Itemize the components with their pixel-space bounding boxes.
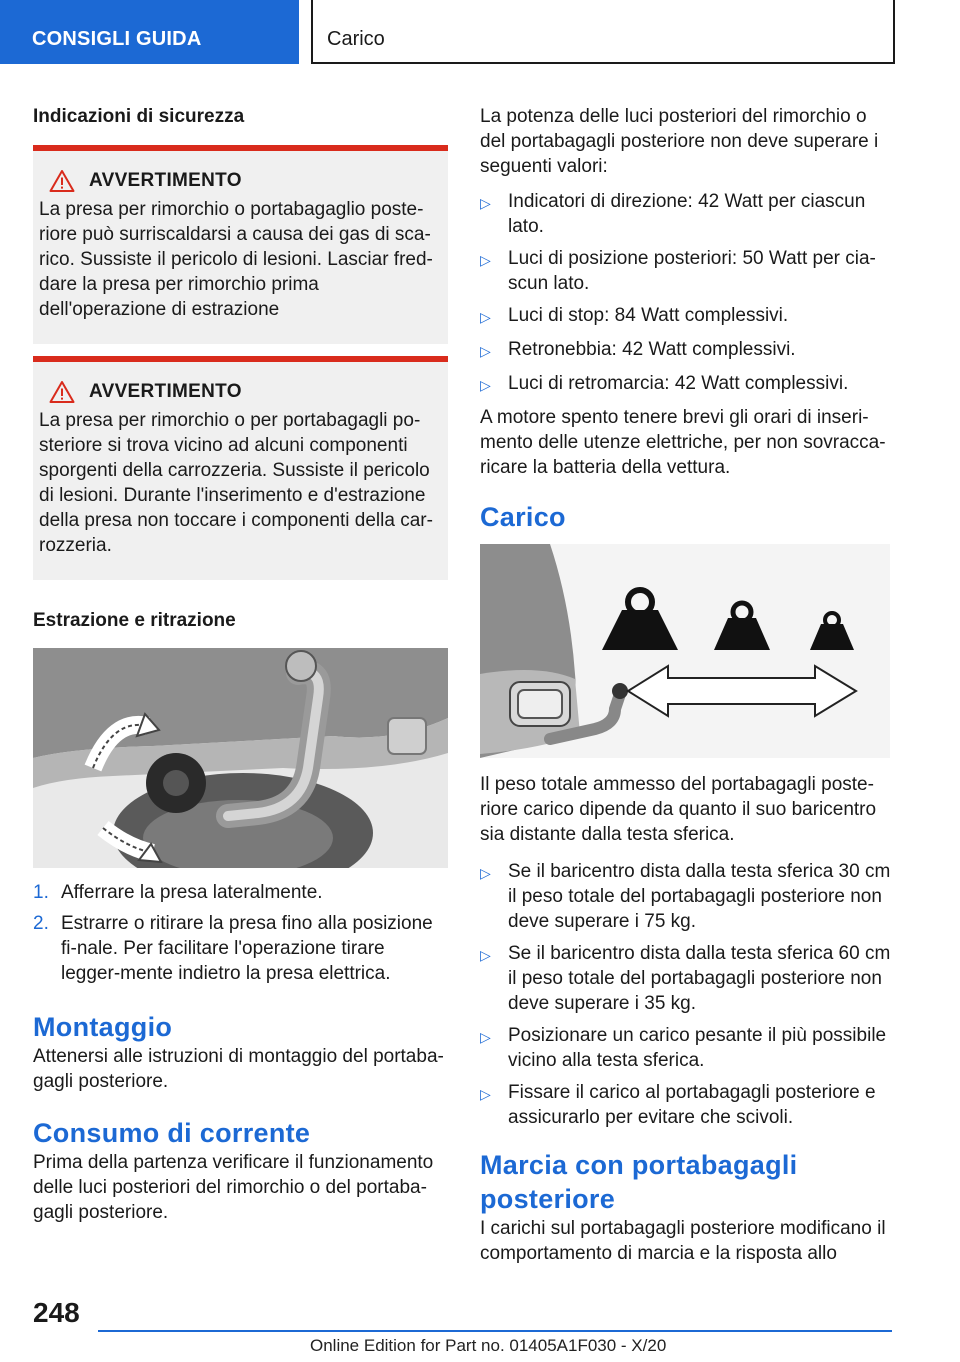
list-item: ▷ Fissare il carico al portabagagli posteriore e assicurarlo per evitare che scivoli. [480, 1082, 876, 1128]
right-column [480, 104, 892, 1266]
list-item: 1. Afferrare la presa lateralmente. [33, 882, 323, 903]
warning-title: AVVERTIMENTO [89, 381, 242, 402]
page-number: 248 [33, 1297, 80, 1328]
bullet-triangle-icon: ▷ [480, 947, 491, 963]
list-item: ▷ Se il baricentro dista dalla testa sferica 60 cm il peso totale del portabagagli posteriore non deve superare i 35 kg. [480, 943, 891, 1014]
intro-text: La potenza delle luci posteriori del rimorchio o del portabagagli posteriore non deve superare i seguenti valori: [480, 106, 879, 177]
list-item: ▷ Se il baricentro dista dalla testa sferica 30 cm il peso totale del portabagagli posteriore non deve superare i 75 kg. [480, 861, 891, 932]
bullet-triangle-icon: ▷ [480, 252, 491, 268]
warning-title: AVVERTIMENTO [89, 170, 242, 191]
page-header-title: Carico [311, 0, 895, 64]
power-list [480, 189, 892, 398]
warning-box-2 [33, 356, 448, 580]
warning-box-1 [33, 145, 448, 344]
list-item: ▷ Retronebbia: 42 Watt complessivi. [480, 337, 892, 364]
list-item: 2. Estrarre o ritirare la presa fino alla posizione fi-nale. Per facilitare l'operazione tirare legger-mente indietro la presa elettrica. [33, 913, 433, 984]
list-item: ▷ Indicatori di direzione: 42 Watt per ciascun lato. [480, 191, 866, 237]
section-tab: CONSIGLI GUIDA [0, 0, 299, 64]
engine-note: A motore spento tenere brevi gli orari di inseri-mento delle utenze elettriche, per non sovracca-ricare la batteria della vettura. [480, 407, 886, 478]
bullet-triangle-icon: ▷ [480, 865, 491, 881]
marcia-title: Marcia con portabagagli posteriore [480, 1150, 798, 1214]
list-item: ▷ Luci di posizione posteriori: 50 Watt per cia-scun lato. [480, 248, 876, 294]
montaggio-title: Montaggio [33, 1012, 173, 1042]
bullet-triangle-icon: ▷ [480, 1029, 491, 1045]
load-weights-illustration [480, 544, 890, 758]
montaggio-text: Attenersi alle istruzioni di montaggio del portaba-gagli posteriore. [33, 1046, 444, 1092]
load-list [480, 859, 892, 1130]
bullet-triangle-icon: ▷ [480, 343, 491, 359]
warning-triangle-icon [49, 380, 75, 404]
consumo-title: Consumo di corrente [33, 1118, 311, 1148]
consumo-text: Prima della partenza verificare il funzionamento delle luci posteriori del rimorchio o del portaba-gagli posteriore. [33, 1152, 434, 1223]
footer-divider [98, 1330, 892, 1332]
list-item: ▷ Luci di retromarcia: 42 Watt complessivi. [480, 371, 892, 398]
carico-title: Carico [480, 502, 566, 532]
safety-heading: Indicazioni di sicurezza [33, 106, 245, 127]
list-item: ▷ Luci di stop: 84 Watt complessivi. [480, 303, 892, 330]
bullet-triangle-icon: ▷ [480, 377, 491, 393]
marcia-text: I carichi sul portabagagli posteriore modificano il comportamento di marcia e la risposta allo [480, 1218, 886, 1264]
bullet-triangle-icon: ▷ [480, 195, 491, 211]
left-column [33, 104, 448, 1225]
warning-triangle-icon [49, 169, 75, 193]
towbar-socket-illustration [33, 648, 448, 868]
weight-text: Il peso totale ammesso del portabagagli poste-riore carico dipende da quanto il suo baricentro sia distante dalla testa sferica. [480, 774, 877, 845]
list-item: ▷ Posizionare un carico pesante il più possibile vicino alla testa sferica. [480, 1025, 887, 1071]
warning-text: La presa per rimorchio o portabagaglio poste-riore può surriscaldarsi a causa dei gas di sca-rico. Sussiste il pericolo di lesioni. Lasciar fred-dare la presa per rimorchio prima dell'operazione di estrazione [39, 199, 433, 320]
footer-edition: Online Edition for Part no. 01405A1F030 - X/20 [310, 1336, 667, 1355]
bullet-triangle-icon: ▷ [480, 309, 491, 325]
warning-text: La presa per rimorchio o per portabagagli po-steriore si trova vicino ad alcuni componenti sporgenti della carrozzeria. Sussiste il pericolo di lesioni. Durante l'inserimento e d'estrazione della presa non toccare i componenti della car-rozzeria. [39, 410, 433, 556]
extraction-heading: Estrazione e ritrazione [33, 610, 236, 631]
bullet-triangle-icon: ▷ [480, 1086, 491, 1102]
steps-list [33, 880, 448, 986]
